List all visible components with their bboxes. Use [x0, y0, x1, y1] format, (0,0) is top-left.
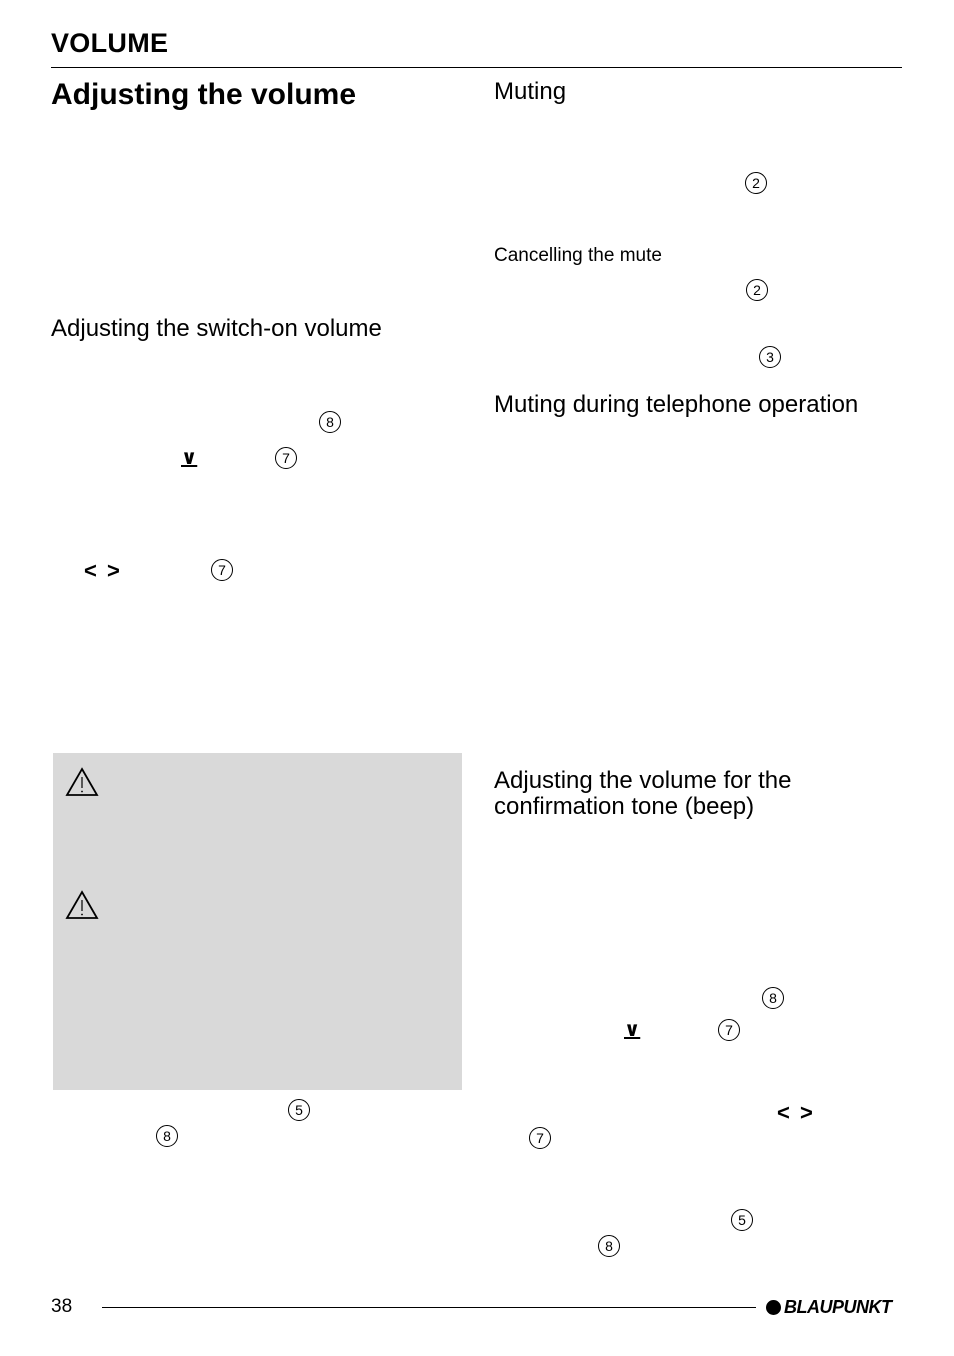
down-button-symbol: ∨: [624, 1019, 641, 1041]
page-number: 38: [51, 1296, 73, 1317]
marker-7: 7: [211, 559, 233, 581]
marker-3: 3: [759, 346, 781, 368]
left-right-arrows-symbol: < >: [84, 558, 122, 583]
header-rule: [51, 67, 902, 68]
warning-box: [53, 753, 462, 1090]
heading-muting: Muting: [494, 78, 567, 105]
heading-switch-on-volume: Adjusting the switch-on volume: [51, 315, 382, 342]
brand-logo: [766, 1297, 892, 1318]
section-title: VOLUME: [51, 28, 169, 58]
heading-adjusting-volume: Adjusting the volume: [51, 78, 357, 111]
marker-7: 7: [275, 447, 297, 469]
marker-8: 8: [319, 411, 341, 433]
footer-rule: [102, 1307, 756, 1308]
warning-triangle-icon: [65, 890, 99, 920]
subheading-cancelling-mute: Cancelling the mute: [494, 245, 662, 266]
marker-8: 8: [762, 987, 784, 1009]
brand-name: BLAUPUNKT: [784, 1297, 892, 1317]
brand-dot-icon: [766, 1300, 781, 1315]
marker-8: 8: [156, 1125, 178, 1147]
down-button-symbol: ∨: [181, 447, 198, 469]
marker-7: 7: [529, 1127, 551, 1149]
left-right-arrows-symbol: < >: [777, 1100, 815, 1125]
marker-7: 7: [718, 1019, 740, 1041]
heading-beep-volume: Adjusting the volume for the confirmation tone (beep): [494, 767, 792, 820]
warning-triangle-icon: [65, 767, 99, 797]
marker-5: 5: [288, 1099, 310, 1121]
marker-2: 2: [746, 279, 768, 301]
marker-8: 8: [598, 1235, 620, 1257]
heading-muting-telephone: Muting during telephone operation: [494, 391, 859, 418]
marker-5: 5: [731, 1209, 753, 1231]
marker-2: 2: [745, 172, 767, 194]
